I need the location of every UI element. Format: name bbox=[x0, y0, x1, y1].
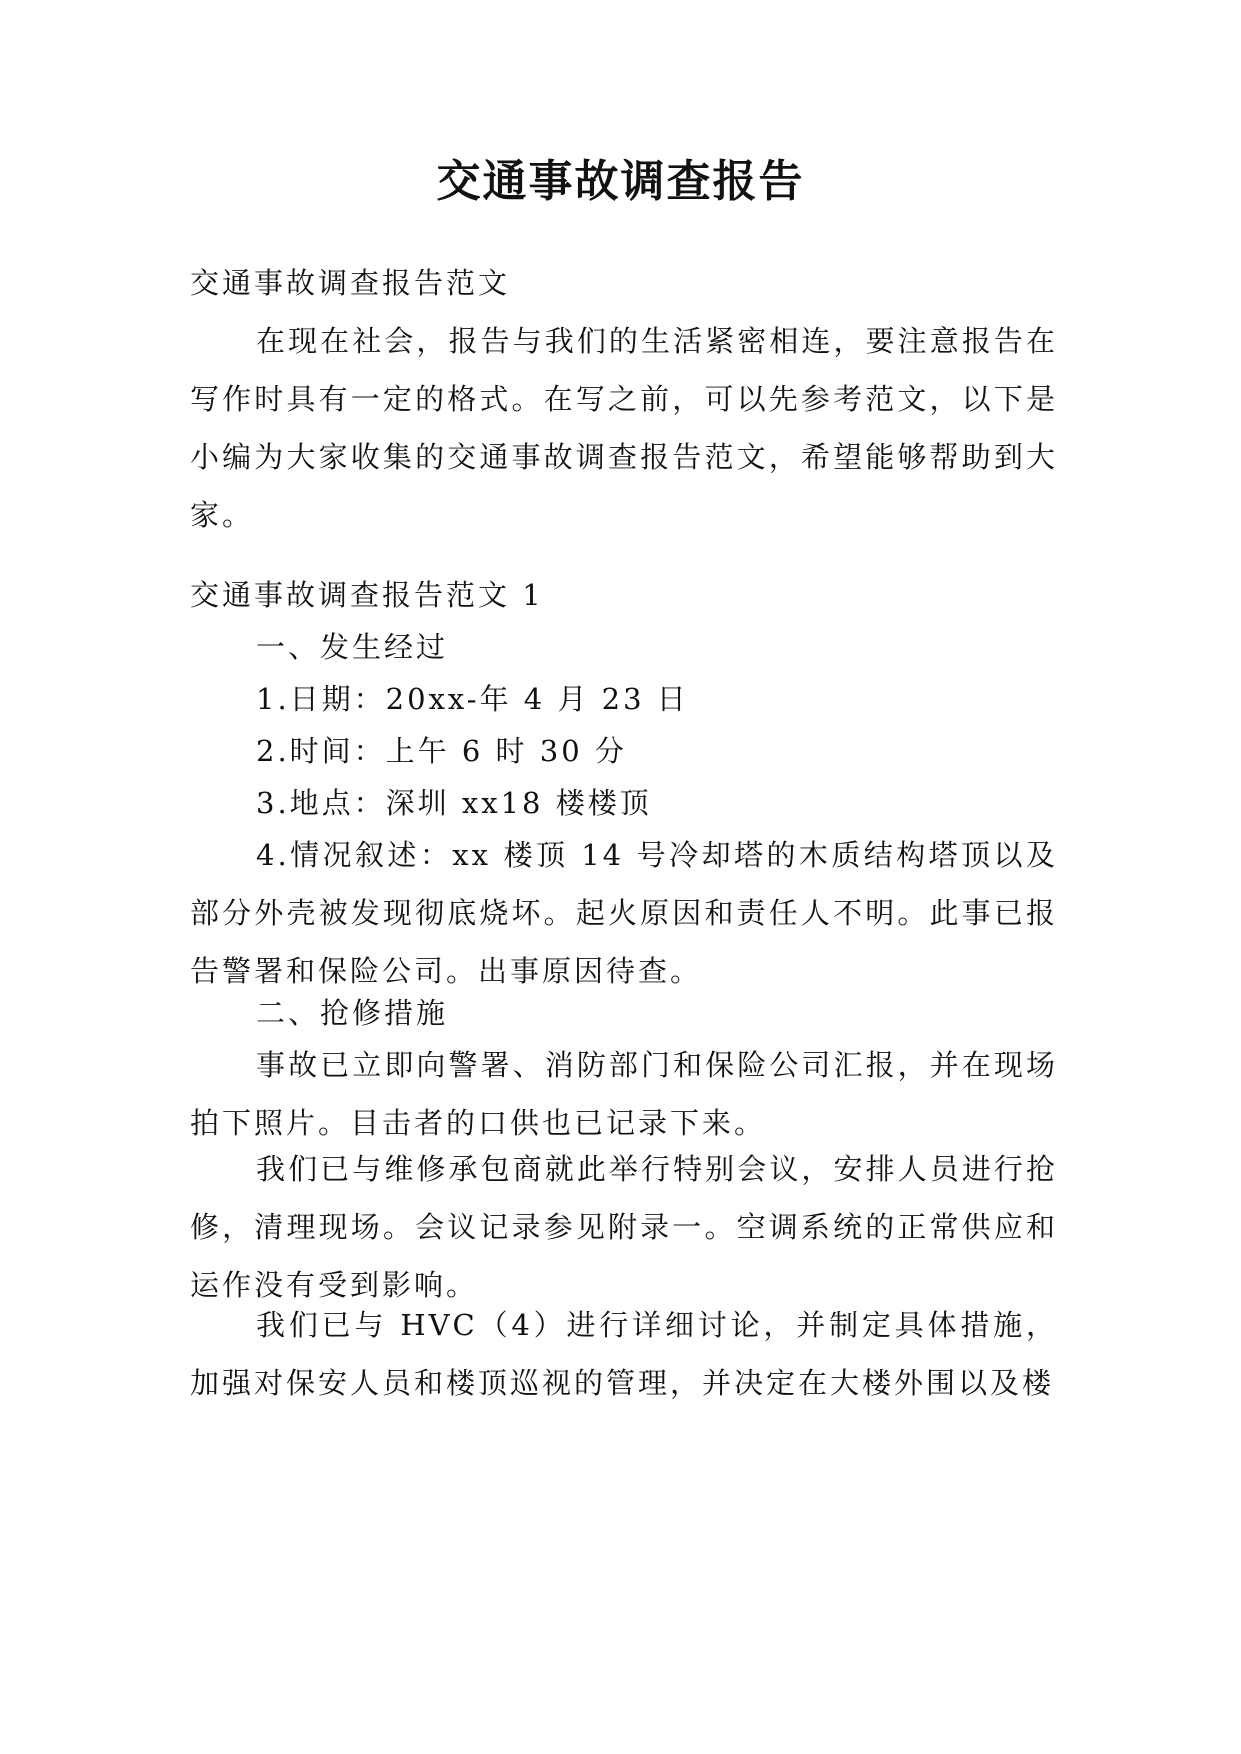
heading-repair: 二、抢修措施 bbox=[256, 996, 449, 1030]
item-place: 3.地点：深圳 xx18 楼楼顶 bbox=[256, 786, 652, 820]
paragraph-meeting: 我们已与维修承包商就此举行特别会议，安排人员进行抢修，清理现场。会议记录参见附录一。空调系统的正常供应和运作没有受到影响。 bbox=[190, 1152, 1058, 1302]
item-description: 4.情况叙述：xx 楼顶 14 号冷却塔的木质结构塔顶以及部分外壳被发现彻底烧坏。起火原因和责任人不明。此事已报告警署和保险公司。出事原因待查。 bbox=[190, 838, 1058, 988]
heading-occurrence: 一、发生经过 bbox=[256, 630, 449, 664]
subtitle: 交通事故调查报告范文 bbox=[190, 266, 511, 300]
paragraph-measures: 我们已与 HVC（4）进行详细讨论，并制定具体措施，加强对保安人员和楼顶巡视的管理，并决定在大楼外围以及楼 bbox=[190, 1308, 1058, 1400]
item-time: 2.时间：上午 6 时 30 分 bbox=[256, 734, 627, 768]
section-title: 交通事故调查报告范文 1 bbox=[190, 578, 544, 612]
page-title: 交通事故调查报告 bbox=[436, 156, 805, 207]
paragraph-report: 事故已立即向警署、消防部门和保险公司汇报，并在现场拍下照片。目击者的口供也已记录下来。 bbox=[190, 1048, 1058, 1140]
intro-paragraph: 在现在社会，报告与我们的生活紧密相连，要注意报告在写作时具有一定的格式。在写之前，可以先参考范文，以下是小编为大家收集的交通事故调查报告范文，希望能够帮助到大家。 bbox=[190, 324, 1058, 532]
item-date: 1.日期：20xx-年 4 月 23 日 bbox=[256, 682, 689, 716]
